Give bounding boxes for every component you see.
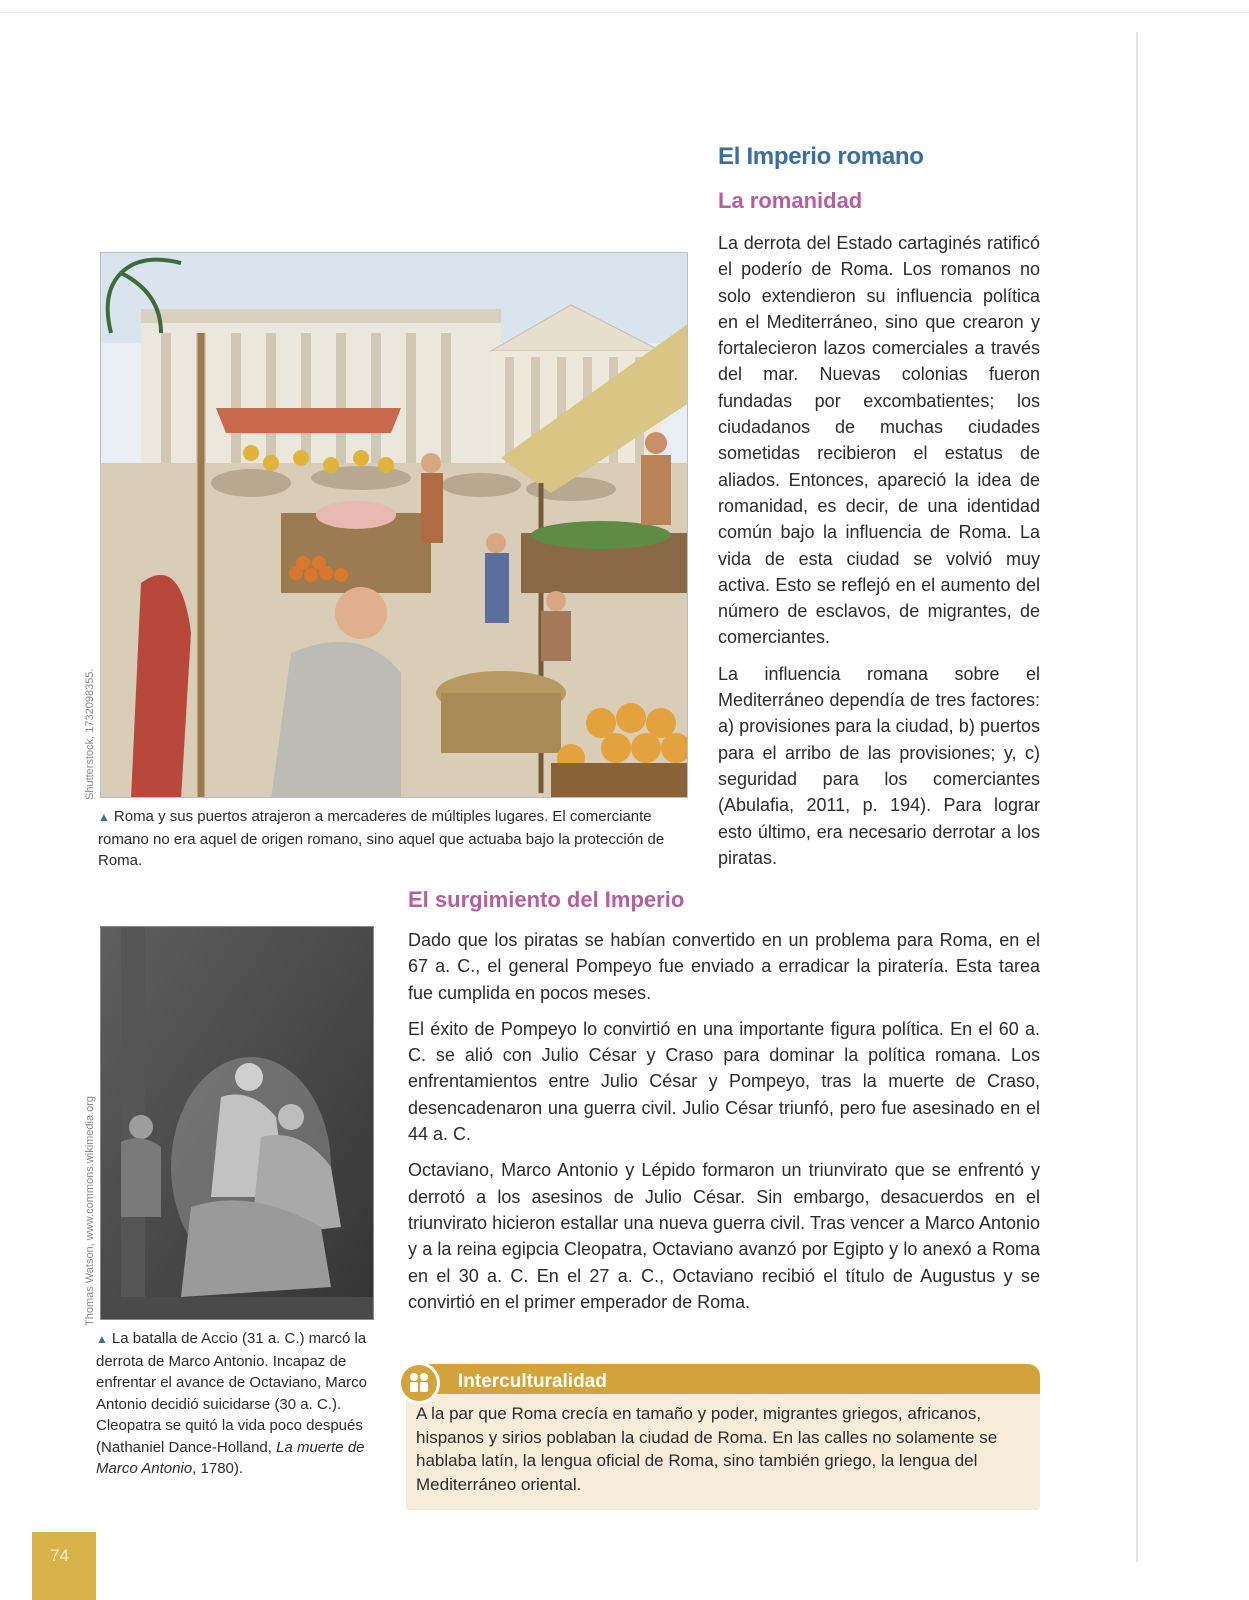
section-title-romanidad: La romanidad [718, 188, 863, 213]
roman-market-illustration [100, 252, 688, 798]
page-number-tab [32, 1532, 96, 1600]
caption-text: , 1780). [192, 1460, 244, 1477]
box-title: Interculturalidad [458, 1371, 607, 1392]
paragraph: La derrota del Estado cartaginés ratificó el poderío de Roma. Los romanos no solo extendieron su influencia política en el Mediterráneo, sino que crearon y fortalecieron lazos comerciales a través del mar. Nuevas colonias fueron fundadas por excombatientes; los ciudadanos de muchas ciudades sometidas recibieron el estatus de aliados. Entonces, apareció la idea de romanidad, es decir, de una identidad común bajo la influencia de Roma. La vida de esta ciudad se volvió muy activa. Esto se reflejó en el aumento del número de esclavos, de migrantes, de comerciantes. [718, 233, 1040, 648]
surgimiento-text [408, 927, 1040, 1315]
interculturalidad-box [398, 1362, 1040, 1510]
section-title-surgimiento: El surgimiento del Imperio [408, 887, 685, 912]
image-caption-engraving [96, 1328, 374, 1480]
paragraph: La influencia romana sobre el Mediterráneo dependía de tres factores: a) provisiones para la ciudad, b) puertos para el arribo de las provisiones; y, c) seguridad para los comerciantes (Abulafia, 2011, p. 194). Para lograr esto último, era necesario derrotar a los piratas. [718, 663, 1040, 868]
caption-triangle-icon: ▲ [96, 1332, 108, 1346]
box-text: A la par que Roma crecía en tamaño y poder, migrantes griegos, africanos, hispanos y sirios poblaban la ciudad de Roma. En las calles no solamente se hablaba latín, la lengua oficial de Roma, sino también griego, la lengua del Mediterráneo oriental. [416, 1404, 998, 1494]
artwork-title: La muerte de Marco Antonio [96, 1438, 365, 1477]
caption-triangle-icon: ▲ [98, 810, 110, 824]
page-edge-rule [1136, 32, 1138, 1562]
caption-text: Roma y sus puertos atrajeron a mercaderes de múltiples lugares. El comerciante romano no era aquel de origen romano, sino aquel que actuaba bajo la protección de Roma. [98, 808, 665, 869]
paragraph: Dado que los piratas se habían convertido en un problema para Roma, en el 67 a. C., el general Pompeyo fue enviado a erradicar la piratería. Esta tarea fue cumplida en pocos meses. [408, 930, 1040, 1003]
paragraph: El éxito de Pompeyo lo convirtió en una importante figura política. En el 60 a. C. se alió con Julio César y Craso para dominar la política romana. Los enfrentamientos entre Julio César y Pompeyo, tras la muerte de Craso, desencadenaron una guerra civil. Julio César triunfó, pero fue asesinado en el 44 a. C. [408, 1018, 1040, 1145]
top-rule [0, 12, 1249, 13]
photo-credit: Shutterstock, 1732098355. [84, 668, 96, 800]
photo-credit: Thomas Watson, www.commons.wikimedia.org [84, 1095, 96, 1326]
people-icon [398, 1362, 440, 1404]
image-caption-market [98, 806, 688, 872]
paragraph: Octaviano, Marco Antonio y Lépido formaron un triunvirato que se enfrentó y derrotó a los asesinos de Julio César. Sin embargo, desacuerdos en el triunvirato hicieron estallar una nueva guerra civil. Tras vencer a Marco Antonio y a la reina egipcia Cleopatra, Octaviano avanzó por Egipto y lo anexó a Roma en el 30 a. C. En el 27 a. C., Octaviano recibió el título de Augustus y se convirtió en el primer emperador de Roma. [408, 1160, 1040, 1312]
chapter-heading: El Imperio romano [718, 143, 924, 170]
romanidad-text [718, 230, 1040, 871]
page-number: 74 [50, 1546, 69, 1565]
death-of-mark-antony-engraving [100, 926, 374, 1320]
caption-text: La batalla de Accio (31 a. C.) marcó la derrota de Marco Antonio. Incapaz de enfrentar el avance de Octaviano, Marco Antonio decidió suicidarse (30 a. C.). Cleopatra se quitó la vida poco después (Nathaniel Dance-Holland, [96, 1330, 367, 1456]
